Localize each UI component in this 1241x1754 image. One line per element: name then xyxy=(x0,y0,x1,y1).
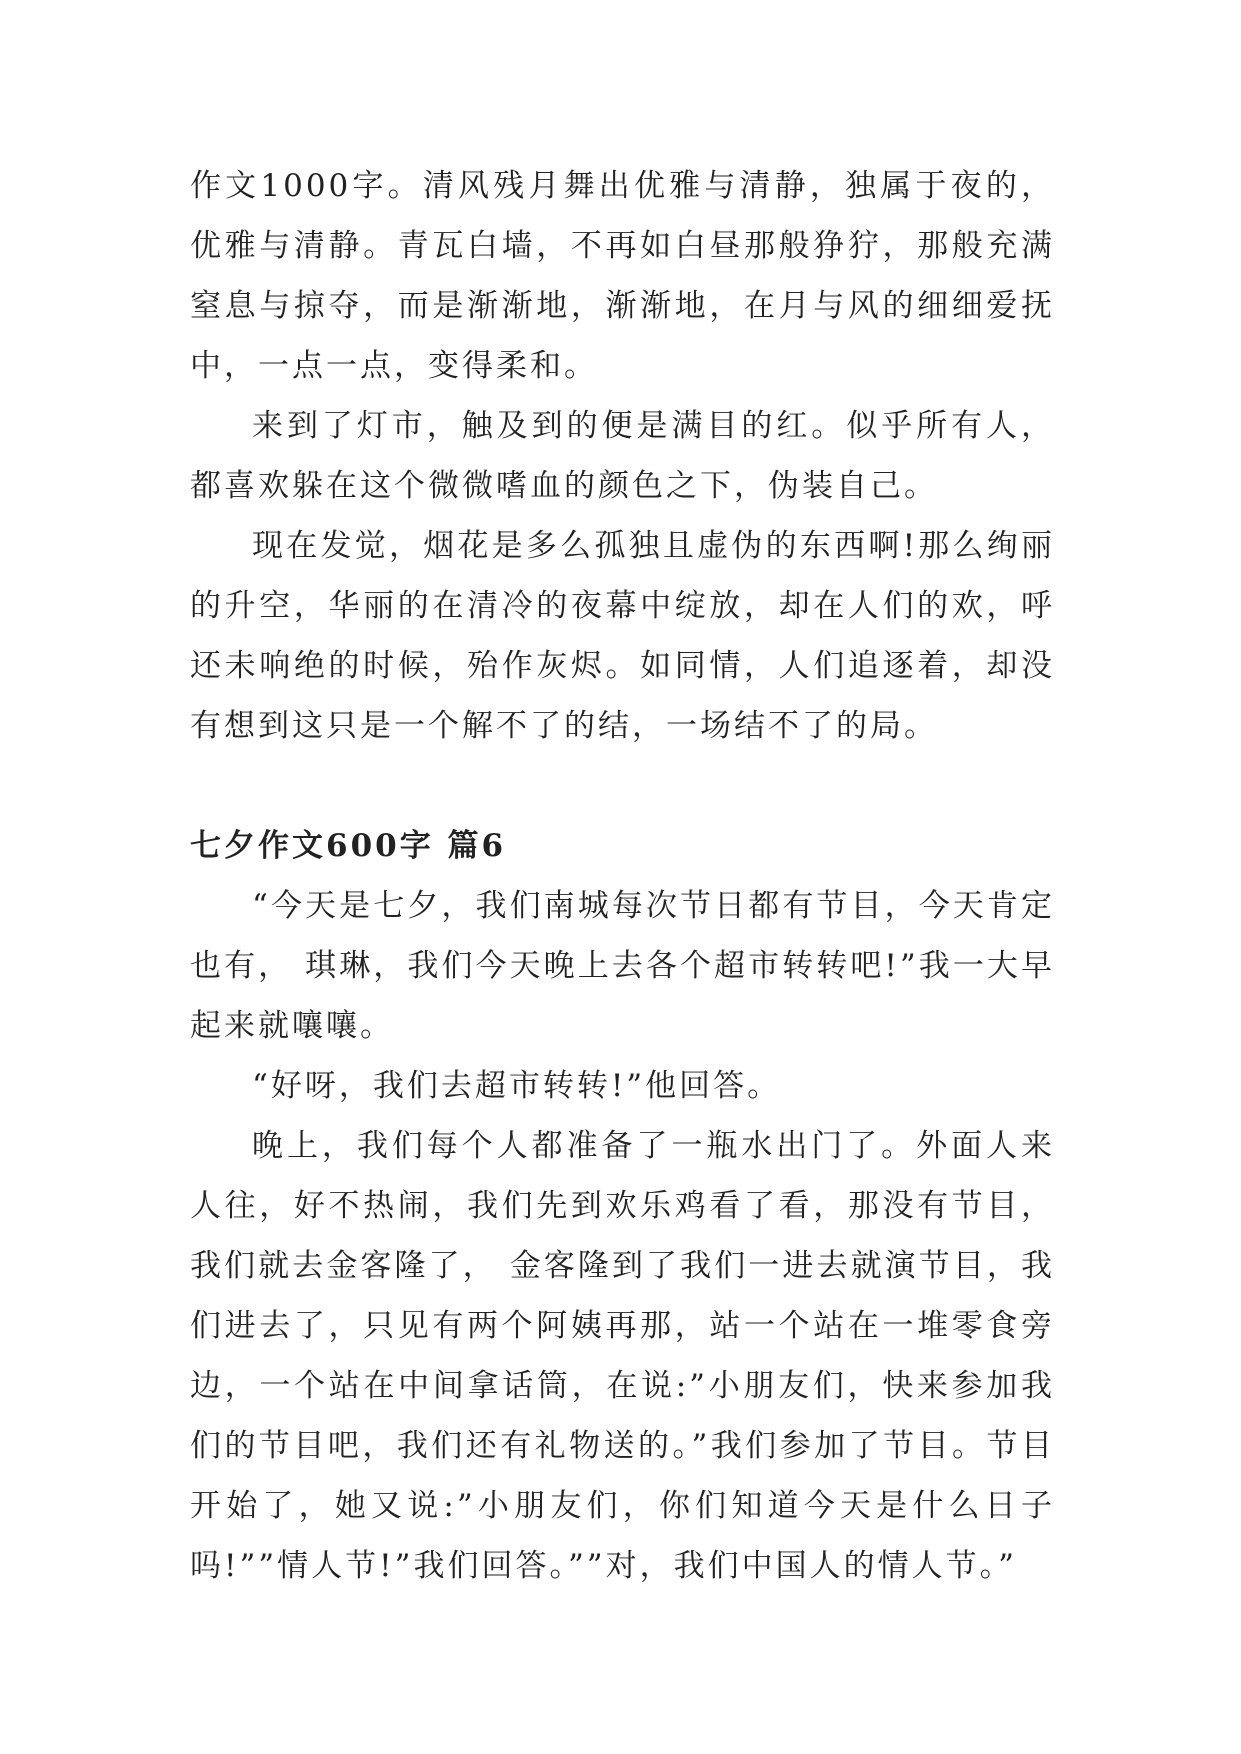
document-body xyxy=(190,156,1055,1596)
section-spacer xyxy=(190,756,1055,816)
paragraph-3: 现在发觉，烟花是多么孤独且虚伪的东西啊!那么绚丽的升空，华丽的在清冷的夜幕中绽放，却在人们的欢，呼还未响绝的时候，殆作灰烬。如同情，人们追逐着，却没有想到这只是一个解不了的结，一场结不了的局。 xyxy=(190,528,1055,744)
paragraph-4: “今天是七夕，我们南城每次节日都有节目，今天肯定也有， 琪琳，我们今天晚上去各个超市转转吧!”我一大早起来就嚷嚷。 xyxy=(190,888,1055,1044)
paragraph-1: 作文1000字。清风残月舞出优雅与清静，独属于夜的，优雅与清静。青瓦白墙，不再如白昼那般狰狞，那般充满窒息与掠夺，而是渐渐地，渐渐地，在月与风的细细爱抚中，一点一点，变得柔和。 xyxy=(190,168,1055,384)
paragraph-5: “好呀，我们去超市转转!”他回答。 xyxy=(252,1068,782,1104)
section-heading: 七夕作文600字 篇6 xyxy=(190,828,507,864)
paragraph-6: 晚上，我们每个人都准备了一瓶水出门了。外面人来人往，好不热闹，我们先到欢乐鸡看了看，那没有节目，我们就去金客隆了， 金客隆到了我们一进去就演节目，我们进去了，只见有两个阿姨再那，站一个站在一堆零食旁边，一个站在中间拿话筒，在说:”小朋友们，快来参加我们的节目吧，我们还有礼物送的。”我们参加了节目。节目开始了，她又说:”小朋友们，你们知道今天是什么日子吗!””情人节!”我们回答。””对，我们中国人的情人节。” xyxy=(190,1128,1055,1584)
paragraph-2: 来到了灯市，触及到的便是满目的红。似乎所有人，都喜欢躲在这个微微嗜血的颜色之下，伪装自己。 xyxy=(190,408,1055,504)
